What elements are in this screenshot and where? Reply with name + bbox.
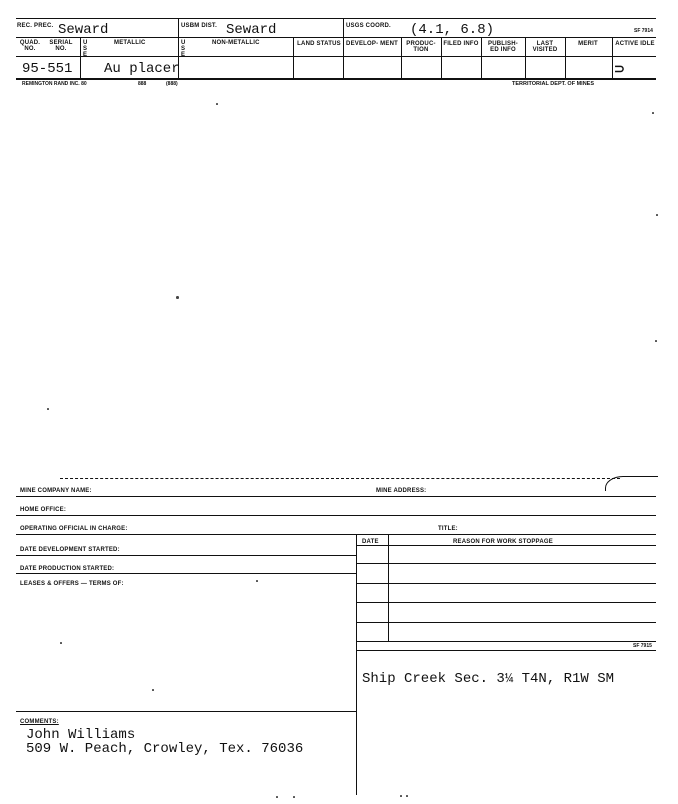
active-mark: ⊃ xyxy=(614,61,625,76)
col-last-visited: LAST VISITED xyxy=(532,41,558,53)
usbm-dist-label: USBM DIST. xyxy=(181,23,218,29)
divider xyxy=(565,37,566,79)
date-dev-started-label: DATE DEVELOPMENT STARTED: xyxy=(20,547,120,553)
rec-prec-value: Seward xyxy=(58,22,109,38)
rule xyxy=(16,711,356,712)
rule xyxy=(356,563,656,564)
metallic-value: Au placer xyxy=(104,61,180,77)
column-header-rule xyxy=(16,56,656,57)
comments-line-2: 509 W. Peach, Crowley, Tex. 76036 xyxy=(26,741,304,757)
location-text: Ship Creek Sec. 3¼ T4N, R1W SM xyxy=(362,671,615,687)
comments-label: COMMENTS: xyxy=(20,719,59,725)
speck xyxy=(276,796,278,798)
usbm-dist-value: Seward xyxy=(226,22,277,38)
speck xyxy=(176,296,179,299)
rule xyxy=(356,650,656,651)
col-non-metallic: NON-METALLIC xyxy=(212,40,260,46)
record-bottom-rule xyxy=(16,78,656,80)
divider xyxy=(343,37,344,79)
record-number: 95-551 xyxy=(22,61,73,77)
speck xyxy=(47,408,49,410)
rule xyxy=(356,545,656,546)
rule xyxy=(356,641,656,642)
header-rule xyxy=(16,18,656,19)
reason-col-label: REASON FOR WORK STOPPAGE xyxy=(453,539,553,545)
col-quad-no: QUAD. NO. xyxy=(19,40,41,52)
divider xyxy=(178,19,179,37)
speck xyxy=(400,795,402,797)
divider xyxy=(481,37,482,79)
divider xyxy=(401,37,402,79)
col-land-status: LAND STATUS xyxy=(297,41,341,47)
card-edge xyxy=(60,478,620,479)
form-code-top: SF 7914 xyxy=(634,28,653,34)
printer-code-2: (888) xyxy=(166,81,178,87)
col-production: PRODUC- TION xyxy=(406,41,436,53)
rule xyxy=(356,622,656,623)
col-published-info: PUBLISH- ED INFO xyxy=(488,41,518,53)
speck xyxy=(60,642,62,644)
printer-mark: REMINGTON RAND INC. 80 xyxy=(22,81,87,87)
speck xyxy=(655,340,657,342)
divider xyxy=(441,37,442,79)
rec-prec-label: REC. PREC. xyxy=(17,23,54,29)
rule xyxy=(356,602,656,603)
col-serial-no: SERIAL NO. xyxy=(49,40,73,52)
divider xyxy=(388,535,389,641)
title-label: TITLE: xyxy=(438,526,458,532)
mine-company-name-label: MINE COMPANY NAME: xyxy=(20,488,92,494)
center-divider xyxy=(356,535,357,795)
speck xyxy=(293,796,295,798)
printer-code: 888 xyxy=(138,81,147,87)
col-filed-info: FILED INFO xyxy=(443,41,479,47)
speck xyxy=(406,795,408,797)
col-development: DEVELOP- MENT xyxy=(346,41,398,47)
comments-line-1: John Williams xyxy=(26,727,136,743)
operating-official-label: OPERATING OFFICIAL IN CHARGE: xyxy=(20,526,128,532)
leases-label: LEASES & OFFERS — TERMS OF: xyxy=(20,581,124,587)
divider xyxy=(343,19,344,37)
col-merit: MERIT xyxy=(578,41,598,47)
divider xyxy=(80,37,81,79)
divider xyxy=(612,37,613,79)
speck xyxy=(656,214,658,216)
usgs-coord-label: USGS COORD. xyxy=(346,23,391,29)
speck xyxy=(216,103,218,105)
col-active-idle: ACTIVE IDLE xyxy=(615,41,655,47)
usgs-coord-value: (4.1, 6.8) xyxy=(410,22,495,38)
date-prod-started-label: DATE PRODUCTION STARTED: xyxy=(20,566,115,572)
rule xyxy=(16,534,656,535)
speck xyxy=(652,112,654,114)
speck xyxy=(256,580,258,582)
divider xyxy=(293,37,294,79)
form-code-bottom: SF 7915 xyxy=(633,643,652,649)
speck xyxy=(152,689,154,691)
mine-address-label: MINE ADDRESS: xyxy=(376,488,427,494)
rule xyxy=(16,496,656,497)
col-use-nonmetallic: U S E xyxy=(181,40,186,58)
col-use-metallic: U S E xyxy=(83,40,88,58)
rule xyxy=(16,573,356,574)
rule xyxy=(16,555,356,556)
date-col-label: DATE xyxy=(362,539,379,545)
card-corner xyxy=(605,476,658,491)
rule xyxy=(356,583,656,584)
header-bottom-rule xyxy=(16,37,656,38)
home-office-label: HOME OFFICE: xyxy=(20,507,67,513)
rule xyxy=(16,515,656,516)
col-metallic: METALLIC xyxy=(114,40,146,46)
divider xyxy=(525,37,526,79)
dept-mark: TERRITORIAL DEPT. OF MINES xyxy=(512,81,594,87)
